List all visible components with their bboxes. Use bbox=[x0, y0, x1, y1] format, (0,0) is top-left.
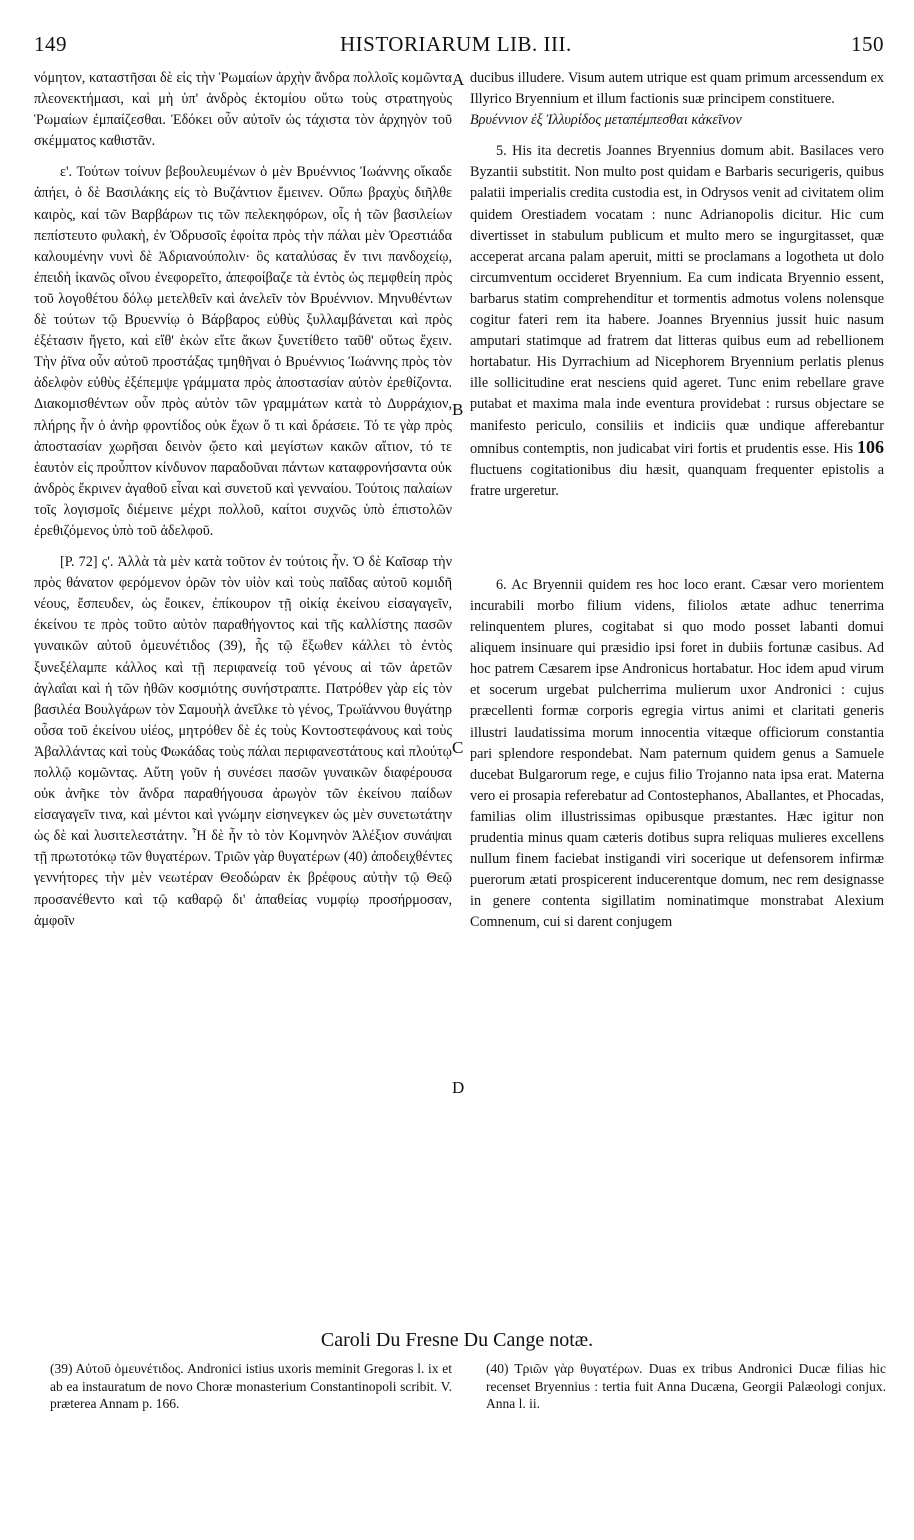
column-number: 106 bbox=[857, 436, 884, 457]
page-number-left: 149 bbox=[34, 32, 67, 56]
footnote-39 bbox=[50, 1360, 452, 1413]
running-title: HISTORIARUM LIB. III. bbox=[340, 32, 572, 56]
latin-paragraph-1: ducibus illudere. Visum autem utrique est quam primum arcessendum ex Illyrico Bryennium et illum factionis suæ principem constituere. bbox=[470, 70, 884, 108]
running-header bbox=[0, 32, 914, 62]
greek-text-column bbox=[34, 68, 452, 932]
margin-letter-d: D bbox=[452, 1078, 465, 1097]
greek-paragraph-1: νόμητον, καταστῆσαι δὲ εἰς τὴν Ῥωμαίων ἀρχὴν ἄνδρα πολλοῖς κομῶντα πλεονεκτήμασι, καὶ μὴ ὑπ' ἀνδρὸς ἐκτομίου οὕτω τοὺς στρατηγοὺς Ῥωμαίων ἐμπαίζεσθαι. Ἐδόκει οὖν αὐτοῖν ὡς τάχιστα τὸν ἀρχηγὸν τοῦ σκέμματος καθιστᾶν. bbox=[34, 70, 452, 150]
latin-paragraph-5 bbox=[470, 141, 884, 502]
greek-paragraph-6: [P. 72] ς'. Ἀλλὰ τὰ μὲν κατὰ τοῦτον ἐν τούτοις ἦν. Ὁ δὲ Καῖσαρ τὴν πρὸς θάνατον φερόμενον ὁρῶν τὸν υἱὸν καὶ τοὺς παῖδας αὐτοῦ κομιδῆ νέους, ἔσπευδεν, ὡς ἔοικεν, ἐπίκουρον τῇ οἰκίᾳ ἐκείνου εἰσαγαγεῖν, ἐκείνου τε πρὸς τοῦτο αὐτὸν παραθήγοντος καὶ τῆς καλλίστης πασῶν γυναικῶν αὐτοῦ ὁμευνέτιδος (39), ἧς τῷ ἔξωθεν κάλλει τὸ ἐντὸς ξυνεξέλαμπε κάλλος καὶ τῇ περιφανείᾳ τοῦ γένους αἱ τῶν ἀρετῶν ἀγλαΐαι καὶ ἡ τῶν ἠθῶν κοσμιότης συνήστραπτε. Πατρόθεν γὰρ εἰς τὸν βασιλέα Βουλγάρων τὸν Σαμουὴλ ἀνεῖλκε τὸ γένος, Τρωϊάννου θυγάτηρ οὖσα τοῦ ἐκείνου υἱέος, μητρόθεν δὲ ἐς τοὺς Κοντοστεφάνους καὶ τοὺς Ἀβαλλάντας καὶ τοὺς Φωκάδας τοὺς πάλαι περιφανεστάτους καὶ πλούτῳ πολλῷ κομῶντας. Αὕτη γοῦν ἡ συνέσει πασῶν γυναικῶν διαφέρουσα οὐκ ἀνῆκε τὸν ἄνδρα παραθήγουσα ἀρωγὸν τῶν ἐκείνου παίδων εἰσαγαγεῖν τινα, καὶ μέντοι καὶ γνώμην εἰσηνεγκεν ὡς μὲν συνετωτάτην ὡς δὲ καὶ λυσιτελεστάτην. Ἦ δὲ ἦν τὸ τὸν Κομνηνὸν Ἀλέξιον συνάψαι τῇ πρωτοτόκῳ τῶν θυγατέρων. Τριῶν γὰρ θυγατέρων (40) ἀποδειχθέντες γεννήτορες τὴν μὲν νεωτέραν Θεοδώραν ἐκ βρέφους αὐτὴν τῷ Θεῷ προσανέθεντο καὶ τῷ καθαρῷ δι' ἀπαθείας νυμφίῳ προσήρμοσαν, ἀμφοῖν bbox=[34, 554, 452, 929]
latin-paragraph-6: 6. Ac Bryennii quidem res hoc loco erant. Cæsar vero morientem incurabili morbo filium videns, filiolos ætate adhuc tenerrima relinquentem plures, cogitabat si quo modo posset labanti domui aliquem insinuare qui præsidio ipsi foret in dubiis fortunæ casibus. Ad hoc patrem Cæsarem ipse Andronicus hortabatur. Hoc idem apud virum et socerum urgebat pulcherrima mulierum uxor Andronici : cujus præcellenti formæ corporis egregia virtus animi et claritati generis illustri laudatissima morum innocentia vitæque officiorum constantia pari splendore respondebat. Nam paternum quidem genus a Samuele ducebat Bulgarorum rege, e cujus filio Trojanno nata ipsa erat. Materna vero ei prosapia referebatur ad Contostephanos, Aballantes, et Phocadas, familias olim illustrissimas opibusque præstantes. Hæc igitur non prudentia minus quam cæteris dotibus supra reliquas mulieres excellens nullum finem faciebat instigandi viri socerique ut defensorem infirmæ puerorum ætati prospicerent inducerentque domum, nec rem designasse in genere contenta sigillatim nominatimque monstrabat Alexium Comnenum, cui si darent conjugem bbox=[470, 576, 884, 931]
latin-paragraph-5-text: 5. His ita decretis Joannes Bryennius domum abit. Basilaces vero Byzantii substitit. Non multo post quidam e Barbaris securigeris, quibus palatii imperialis credita custodia est, in Odrysos venit ad civitatem olim quidem Orestiadem vocatam : nunc Adrianopolis dicitur. Hic cum divertisset in stabulum publicum et multo mero se ingurgitasset, quæ acceperat arcana palam aperuit, mitti se proclamans a logotheta ut dolo circumventum occideret Bryennium. Ea cum indicata Bryennio essent, barbarus statim comprehenditur et tormentis admotus volens nolensque cogitur fateri rem ita habere. Joannes Bryennius jussit huic nasum amputari statimque ad fratrem dat litteras quibus eum ad rebellionem hortabatur. His Dyrrachium ad Nicephorem Bryennium perlatis plenus ille sollicitudine erat nesciens quid ageret. Tunc enim rebellare grave putabat et maxima mala inde eventura providebat : rursus objectare se manifesto periculo, consiliis et indiciis quæ undique afferebantur omnibus contemptis, non judicabat viri fortis et prudentis esse. His bbox=[470, 143, 884, 457]
margin-letter-a: A bbox=[452, 70, 465, 89]
footnote-40-text: (40) Τριῶν γὰρ θυγατέρων. Duas ex tribus Andronici Ducæ filias hic recenset Bryennius : tertia fuit Anna Ducæna, Georgii Palæologi conjux. Anna l. ii. bbox=[486, 1361, 886, 1411]
page-number-right: 150 bbox=[851, 32, 884, 56]
margin-letter-c: C bbox=[452, 738, 464, 757]
greek-paragraph-5: ε'. Τούτων τοίνυν βεβουλευμένων ὁ μὲν Βρυέννιος Ἰωάννης οἴκαδε ἀπήει, ὁ δὲ Βασιλάκης εἰς τὸ Βυζάντιον ἔμεινεν. Οὔπω βραχὺς διῆλθε καιρὸς, καί τῶν Βαρβάρων τις τῶν πελεκηφόρων, οἷς ἡ τῶν βασιλείων πεπίστευτο φυλακὴ, ἐν Ὀδρυσοῖς ἐφοίτα πρὸς τὴν πάλαι μὲν Ὀρεστιάδα καλουμένην νυνὶ δὲ Ἀδριανούπολιν· ὃς καταλύσας ἔν τινι πανδοχείῳ, ἐπειδὴ ἱκανῶς οἴνου ἐνεφορεῖτο, ἀπεφοίβαζε τὰ ἐντὸς ὡς πεμφθείη πρὸς τοῦ λογοθέτου δόλῳ μετελθεῖν καὶ ἀνελεῖν τὸν Βρυέννιον. Μηνυθέντων δὲ τούτων τῷ Βρυεννίῳ ὁ Βάρβαρος εὐθὺς ξυλλαμβάνεται καὶ πρὸς ἐξέτασιν ἤγετο, καὶ εἴθ' ἑκὼν εἴτε ἄκων ξυνετίθετο ταῦθ' οὕτως ἔχειν. Τὴν ῥῖνα οὖν αὐτοῦ προστάξας τμηθῆναι ὁ Βρυέννιος Ἰωάννης πρὸς τὸν ἀδελφὸν εὐθὺς ἐξέπεμψε γράμματα πρὸς ἀποστασίαν αὐτὸν ἐρεθίζοντα. Διακομισθέντων οὖν πρὸς αὐτὸν τῶν γραμμάτων κατὰ τὸ Δυρράχιον, πλήρης ἦν ὁ ἀνὴρ φροντίδος οὐκ ἔχων ὅ τι καὶ δράσειε. Τό τε γὰρ πρὸς ἀποστασίαν χωρῆσαι δεινὸν ᾤετο καὶ μεγίστων κακῶν αἴτιον, τό τε ἑαυτὸν εἰς προὖπτον κίνδυνον παραδοῦναι πάντων καταφρονήσαντα οὐκ ἀνδρὸς ἔκρινεν ἀγαθοῦ εἶναι καὶ συνετοῦ καὶ γενναίου. Τούτοις παλαίων τοῖς λογισμοῖς διέμεινε μέχρι πολλοῦ, καίτοι συχνῶς ὑπὸ ἐπιστολῶν ἐρεθιζόμενος ὑπὸ τοῦ ἀδελφοῦ. bbox=[34, 164, 452, 539]
footnote-40 bbox=[486, 1360, 886, 1413]
latin-text-column bbox=[470, 68, 884, 933]
margin-letter-b: B bbox=[452, 400, 464, 419]
latin-paragraph-5-tail: fluctuens cogitationibus diu hæsit, quanquam frequenter epistolis a fratre urgeretur. bbox=[470, 461, 884, 499]
notes-title: Caroli Du Fresne Du Cange notæ. bbox=[320, 1329, 594, 1351]
latin-greek-line: Βρυέννιον ἐξ Ἰλλυρίδος μεταπέμπεσθαι κἀκεῖνον bbox=[470, 112, 742, 129]
footnote-39-text: (39) Αὐτοῦ ὁμευνέτιδος. Andronici istius uxoris meminit Gregoras l. ix et ab ea instauratum de novo Choræ monasterium Constantinopoli scribit. V. præterea Annam p. 166. bbox=[50, 1361, 452, 1411]
